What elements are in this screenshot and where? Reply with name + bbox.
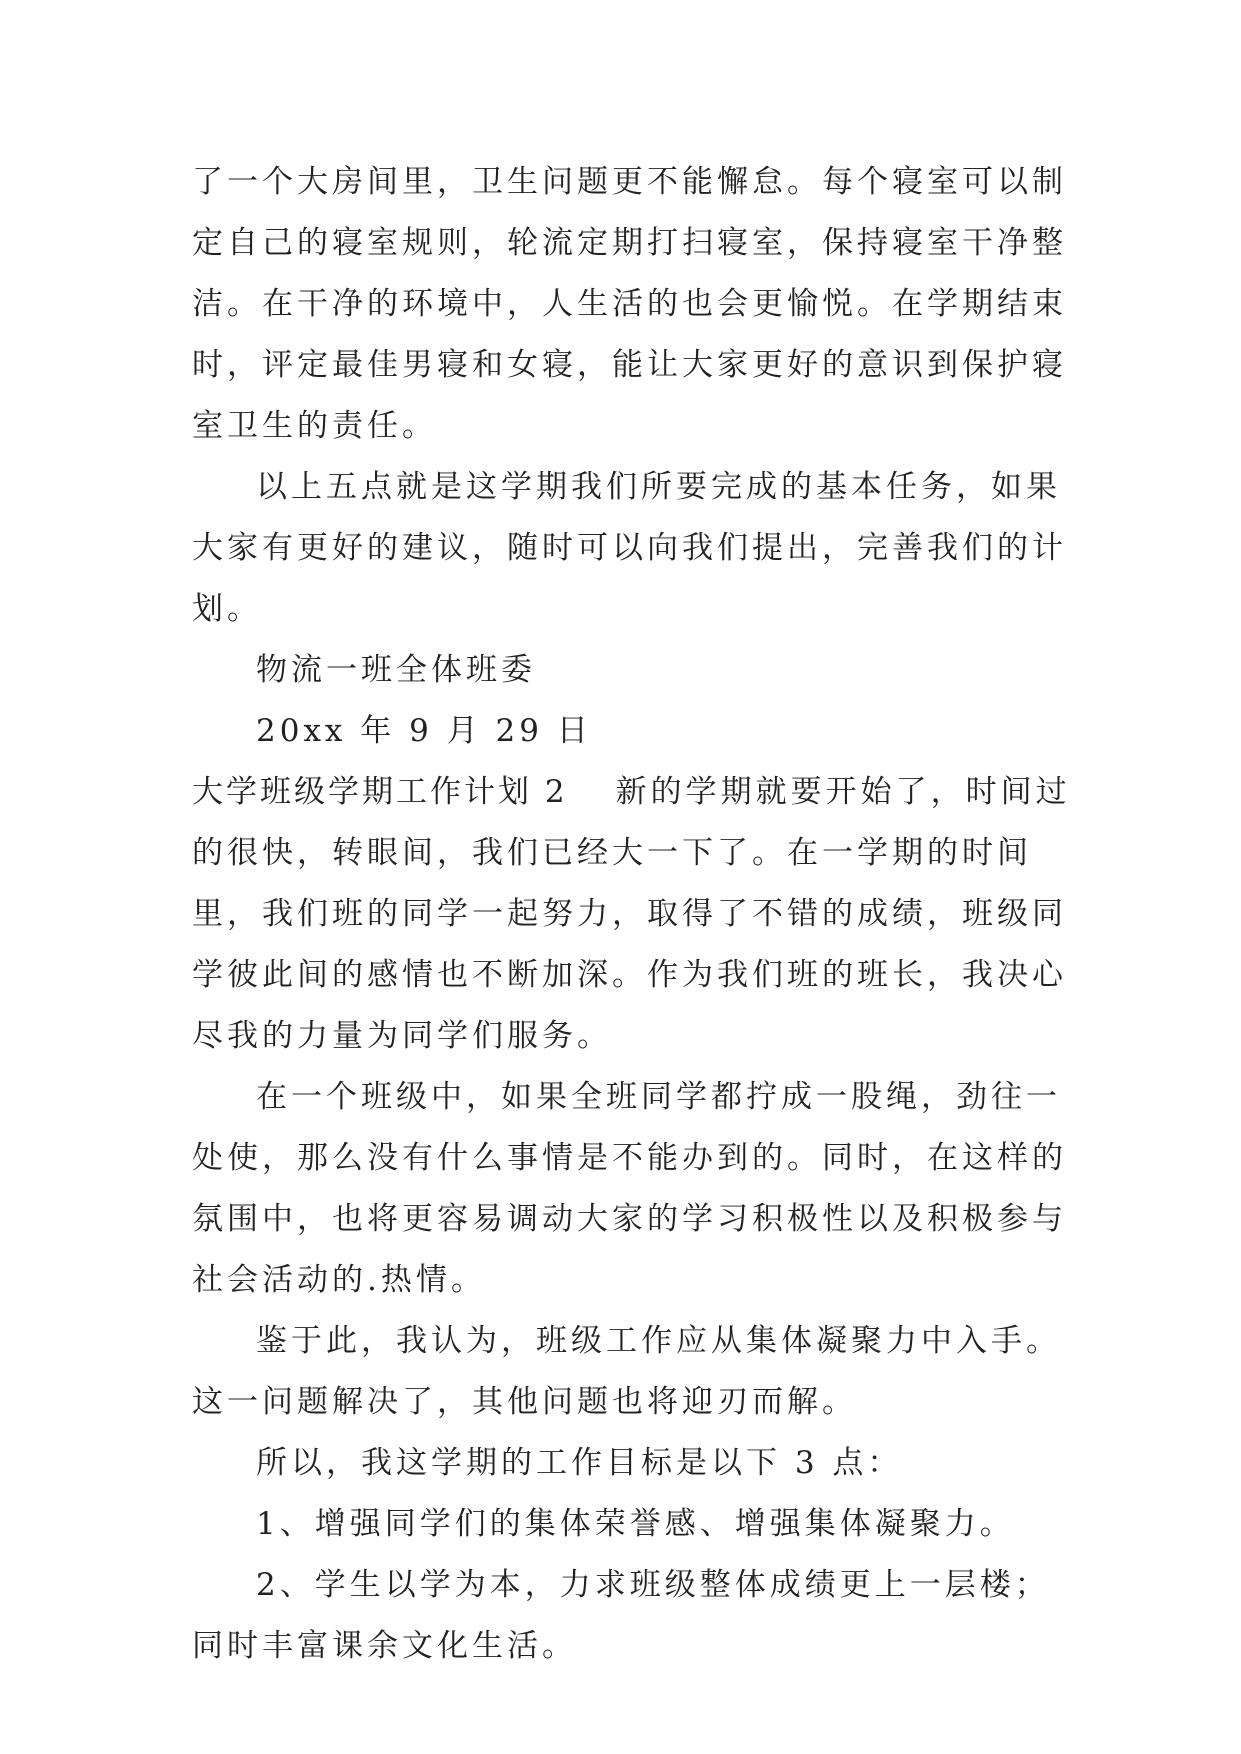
paragraph-cohesion: 鉴于此，我认为，班级工作应从集体凝聚力中入手。这一问题解决了，其他问题也将迎刃而解。 [192,1323,1061,1420]
signature-committee: 物流一班全体班委 [256,652,536,688]
signature-date: 20xx 年 9 月 29 日 [256,713,592,749]
section2-first-text: 新的学期就要开始了，时间过的很快，转眼间，我们已经大一下了。在一学期的时间里，我们班的同学一起努力，取得了不错的成绩，班级同学彼此间的感情也不断加深。作为我们班的班长，我决心尽我的力量为同学们服务。 [192,774,1071,1054]
list-item-goal-2: 2、学生以学为本，力求班级整体成绩更上一层楼；同时丰富课余文化生活。 [192,1567,1050,1664]
document-body [192,152,1072,1677]
paragraph-section2-intro [192,762,1072,1067]
paragraph-unity: 在一个班级中，如果全班同学都拧成一股绳，劲往一处使，那么没有什么事情是不能办到的。同时，在这样的氛围中，也将更容易调动大家的学习积极性以及积极参与社会活动的.热情。 [192,1079,1067,1298]
list-item-goal-1: 1、增强同学们的集体荣誉感、增强集体凝聚力。 [256,1506,1015,1542]
paragraph-summary: 以上五点就是这学期我们所要完成的基本任务，如果大家有更好的建议，随时可以向我们提出，完善我们的计划。 [192,469,1067,627]
section2-title: 大学班级学期工作计划 2 [192,774,568,810]
paragraph-goals-intro: 所以，我这学期的工作目标是以下 3 点： [256,1445,903,1481]
paragraph-dorm-hygiene: 了一个大房间里，卫生问题更不能懈怠。每个寝室可以制定自己的寝室规则，轮流定期打扫寝室，保持寝室干净整洁。在干净的环境中，人生活的也会更愉悦。在学期结束时，评定最佳男寝和女寝，能让大家更好的意识到保护寝室卫生的责任。 [192,164,1067,444]
